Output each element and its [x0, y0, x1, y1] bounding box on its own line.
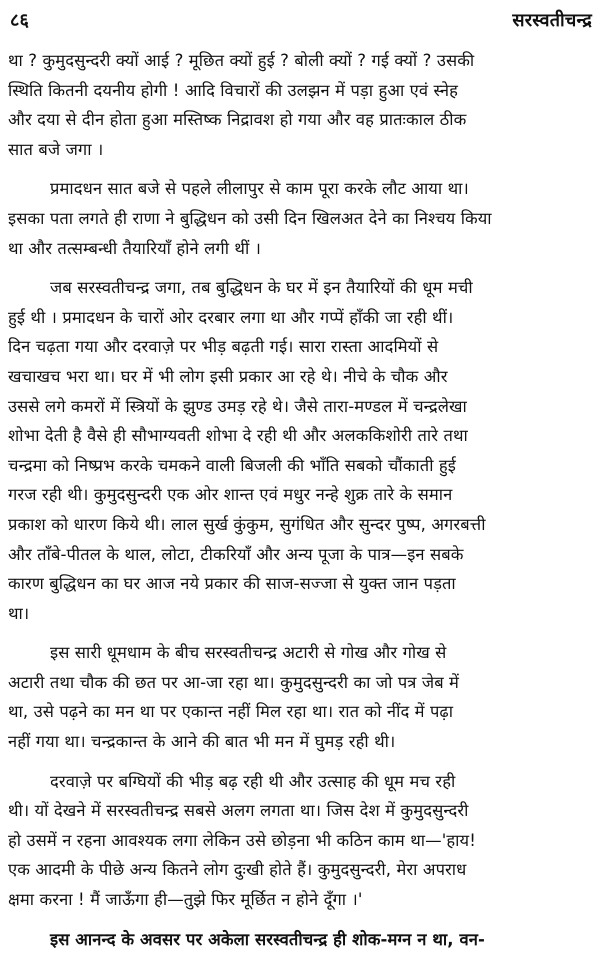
text-line: हुई थी । प्रमादधन के चारों ओर दरबार लगा था और गप्पें हाँकी जा रही थीं।	[8, 307, 454, 327]
text-line: शोभा देती है वैसे ही सौभाग्यवती शोभा दे रही थी और अलककिशोरी तारे तथा	[8, 426, 468, 446]
paragraph-3	[8, 273, 594, 628]
body-text	[8, 46, 594, 954]
text-line: प्रकाश को धारण किये थी। लाल सुर्ख कुंकुम, सुगंधित और सुन्दर पुष्प, अगरबत्ती	[8, 514, 486, 534]
text-line: अटारी तथा चौक की छत पर आ-जा रहा था। कुमुदसुन्दरी का जो पत्र जेब में	[8, 672, 460, 692]
text-line: इसका पता लगते ही राणा ने बुद्धिधन को उसी दिन खिलअत देने का निश्चय किया	[8, 208, 492, 228]
text-line: और ताँबे-पीतल के थाल, लोटा, टीकरियाँ और अन्य पूजा के पात्र—इन सबके	[8, 544, 464, 564]
text-line: क्षमा करना ! मैं जाऊँगा ही—तुझे फिर मूर्छित न होने दूँगा ।'	[8, 890, 363, 910]
text-line: था, उसे पढ़ने का मन था पर एकान्त नहीं मिल रहा था। रात को नींद में पढ़ा	[8, 702, 454, 722]
text-line: खचाखच भरा था। घर में भी लोग इसी प्रकार आ रहे थे। नीचे के चौक और	[8, 366, 448, 386]
text-line: कारण बुद्धिधन का घर आज नये प्रकार की साज-सज्जा से युक्त जान पड़ता	[8, 574, 456, 594]
text-line: दरवाज़े पर बग्घियों की भीड़ बढ़ रही थी और उत्साह की धूम मच रही	[50, 771, 456, 791]
text-line: थी। यों देखने में सरस्वतीचन्द्र सबसे अलग लगता था। जिस देश में कुमुदसुन्दरी	[8, 801, 469, 821]
text-line: इस आनन्द के अवसर पर अकेला सरस्वतीचन्द्र ही शोक-मग्न न था, वन-	[50, 929, 485, 949]
text-line: नहीं गया था। चन्द्रकान्त के आने की बात भी मन में घुमड़ रही थी।	[8, 732, 396, 752]
running-title: सरस्वतीचन्द्र	[512, 10, 592, 31]
text-line: सात बजे जगा ।	[8, 139, 104, 159]
text-line: एक आदमी के पीछे अन्य कितने लोग दुःखी होते हैं। कुमुदसुन्दरी, मेरा अपराध	[8, 860, 467, 880]
text-line: था।	[8, 603, 30, 623]
text-line: इस सारी धूमधाम के बीच सरस्वतीचन्द्र अटारी से गोख और गोख से	[50, 643, 447, 663]
paragraph-5	[8, 767, 594, 915]
paragraph-6	[8, 925, 594, 954]
text-line: जब सरस्वतीचन्द्र जगा, तब बुद्धिधन के घर में इन तैयारियों की धूम मची	[50, 278, 473, 298]
page-number: ८६	[10, 10, 30, 31]
running-head	[8, 4, 594, 32]
text-line: था और तत्सम्बन्धी तैयारियाँ होने लगी थीं ।	[8, 238, 262, 258]
text-line: गरज रही थी। कुमुदसुन्दरी एक ओर शान्त एवं मधुर नन्हे शुक्र तारे के समान	[8, 485, 453, 505]
text-line: दिन चढ़ता गया और दरवाज़े पर भीड़ बढ़ती गई। सारा रास्ता आदमियों से	[8, 337, 439, 357]
text-line: उससे लगे कमरों में स्त्रियों के झुण्ड उमड़ रहे थे। जैसे तारा-मण्डल में चन्द्रलेखा	[8, 396, 467, 416]
paragraph-2	[8, 174, 594, 263]
paragraph-4	[8, 638, 594, 756]
text-line: और दया से दीन होता हुआ मस्तिष्क निद्रावश हो गया और वह प्रातःकाल ठीक	[8, 110, 467, 130]
text-line: था ? कुमुदसुन्दरी क्यों आई ? मूछित क्यों हुई ? बोली क्यों ? गई क्यों ? उसकी	[8, 51, 475, 70]
paragraph-1	[8, 46, 594, 164]
text-line: प्रमादधन सात बजे से पहले लीलापुर से काम पूरा करके लौट आया था।	[50, 179, 469, 199]
text-line: स्थिति कितनी दयनीय होगी ! आदि विचारों की उलझन में पड़ा हुआ एवं स्नेह	[8, 80, 459, 100]
text-line: हो उसमें न रहना आवश्यक लगा लेकिन उसे छोड़ना भी कठिन काम था—'हाय!	[8, 830, 476, 850]
text-line: चन्द्रमा को निष्प्रभ करके चमकने वाली बिजली की भाँति सबको चौंकाती हुई	[8, 455, 456, 475]
